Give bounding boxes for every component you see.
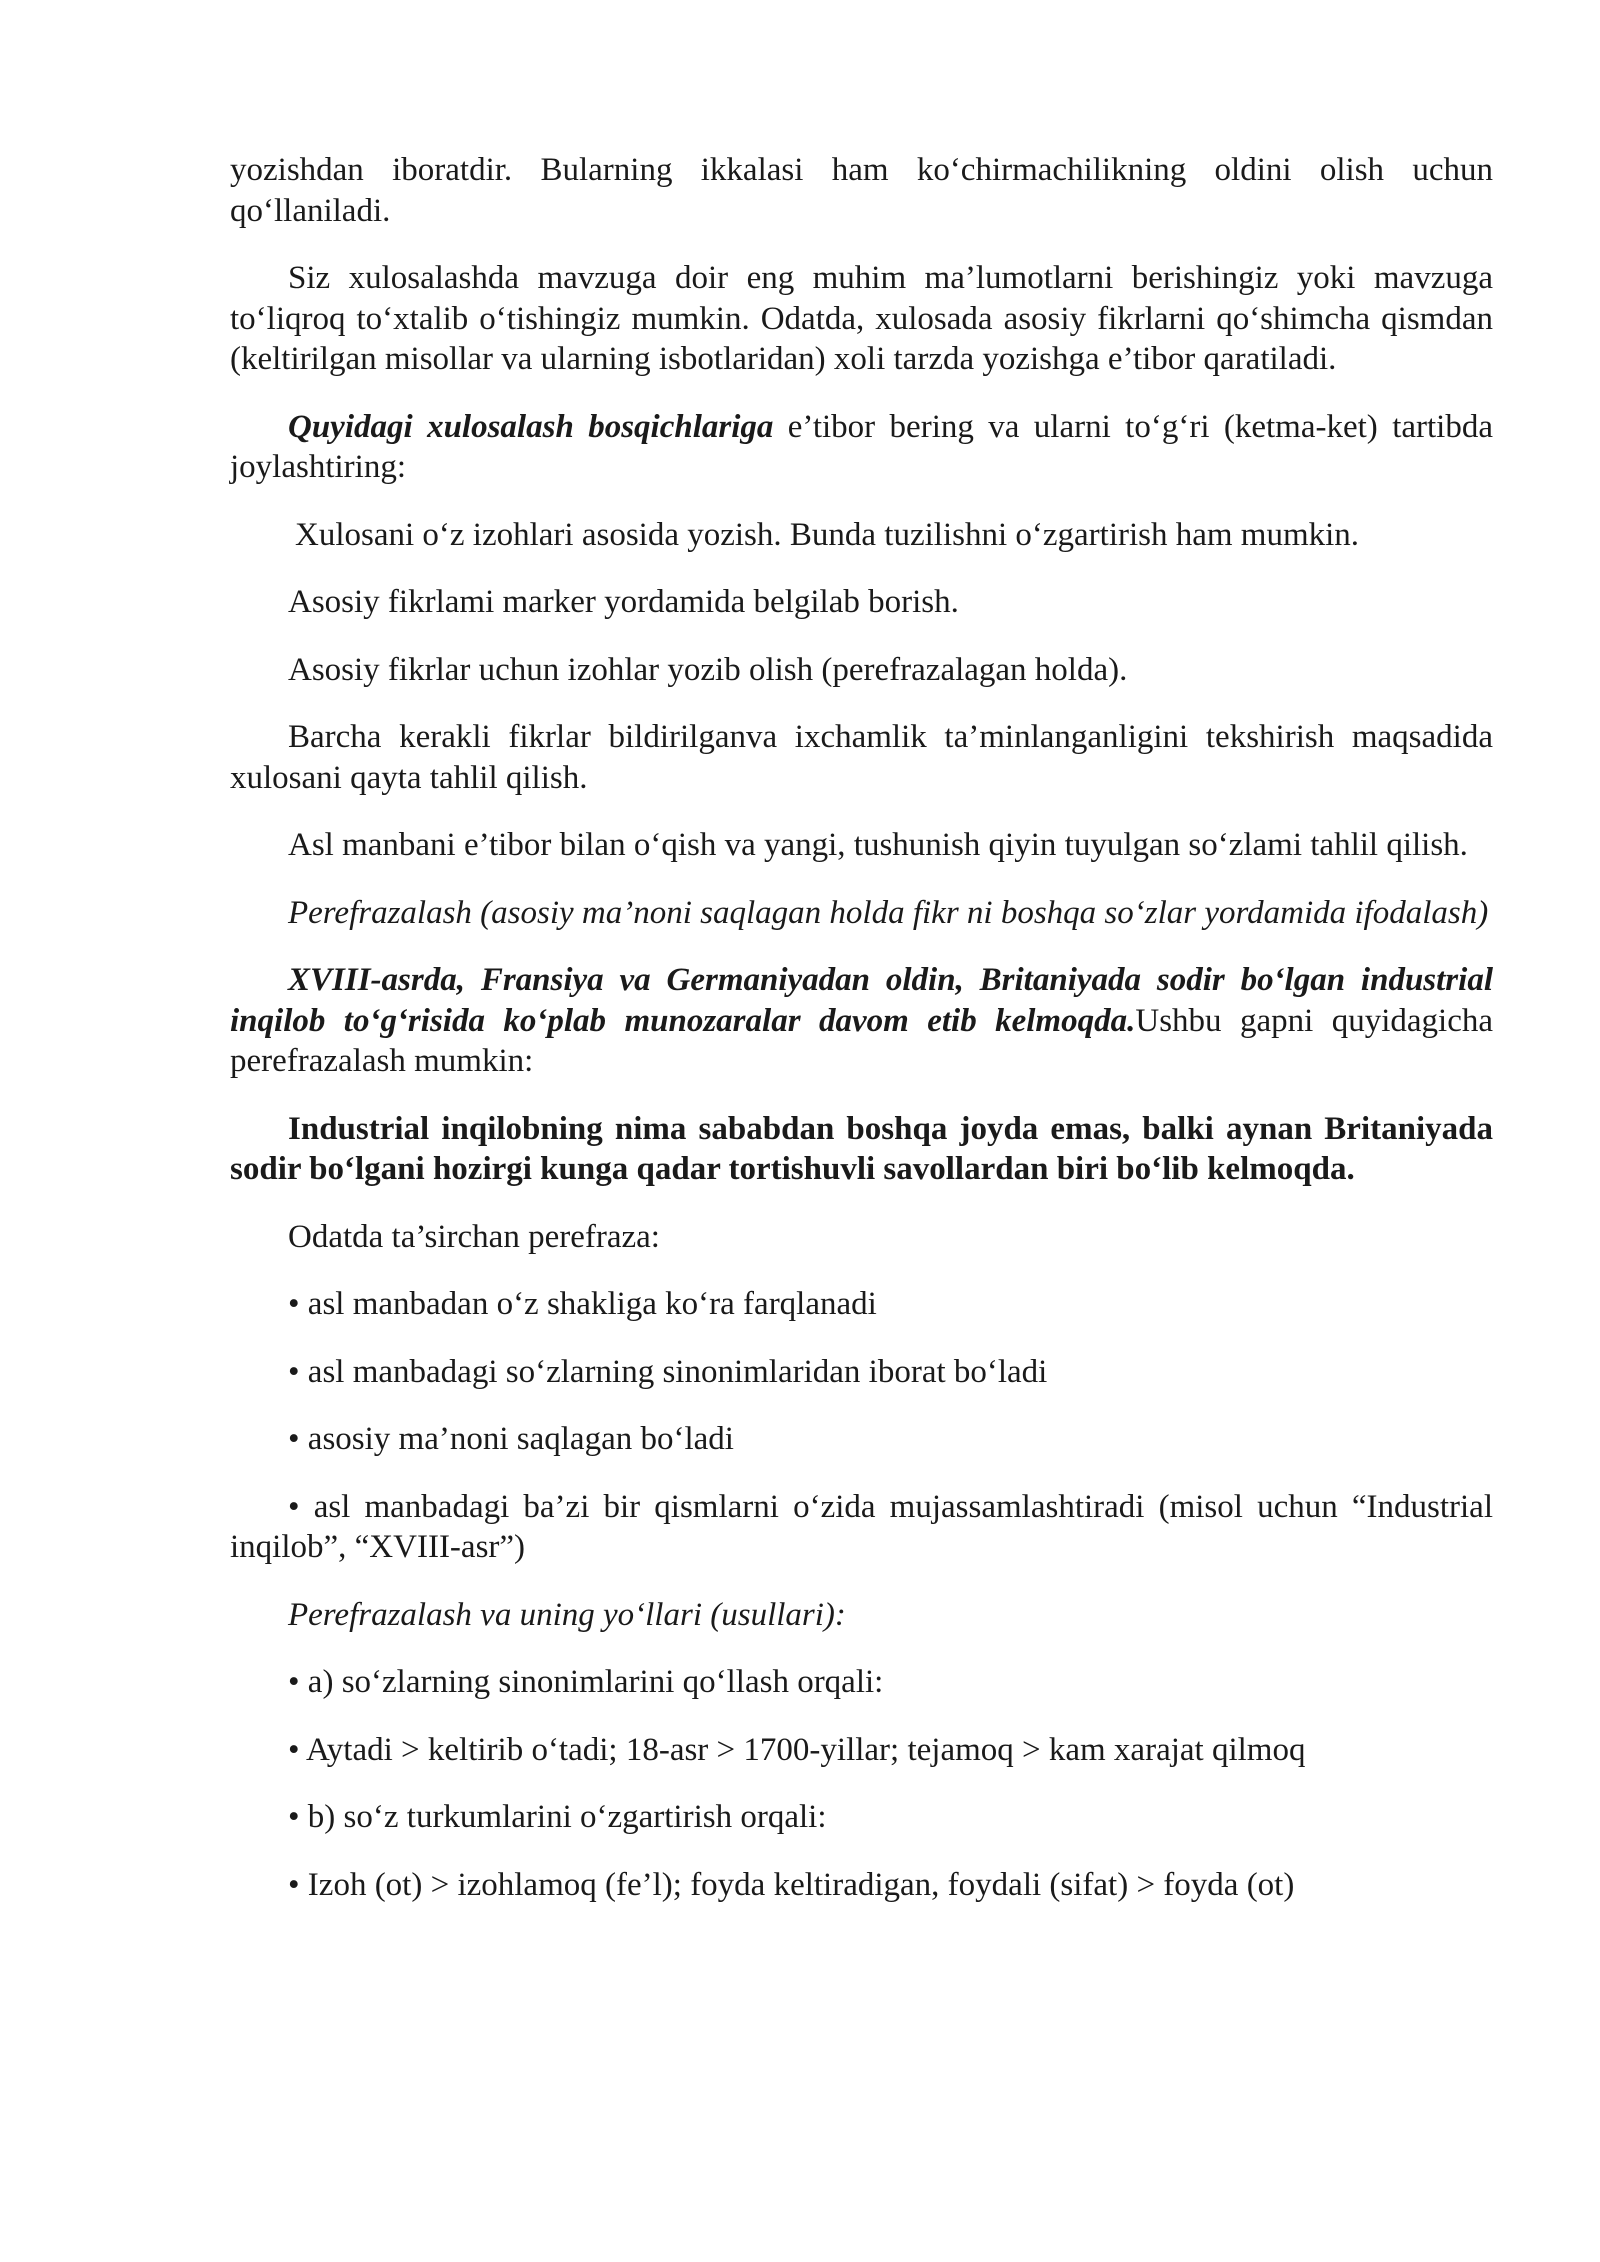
step-item: Asl manbani e’tibor bilan o‘qish va yangi, tushunish qiyin tuyulgan so‘zlami tahlil qilish.: [288, 827, 1468, 863]
section-heading: Perefrazalash va uning yo‘llari (usullari):: [288, 1596, 846, 1633]
bullet-item: • asosiy ma’noni saqlagan bo‘ladi: [288, 1421, 734, 1457]
paragraph-2: Siz xulosalashda mavzuga doir eng muhim ma’lumotlarni berishingiz yoki mavzuga to‘liqroq to‘xtalib o‘tishingiz mumkin. Odatda, xulosada asosiy fikrlarni qo‘shimcha qismdan (keltirilgan misollar va ularning isbotlaridan) xoli tarzda yozishga e’tibor qaratiladi.: [230, 260, 1493, 377]
bullet-item: • asl manbadan o‘z shakliga ko‘ra farqlanadi: [288, 1286, 877, 1322]
example-paragraph: [230, 960, 1493, 1082]
list-intro: Odatda ta’sirchan perefraza:: [288, 1218, 660, 1255]
step-item: Xulosani o‘z izohlari asosida yozish. Bunda tuzilishni o‘zgartirish ham mumkin.: [295, 516, 1360, 553]
step-item: Barcha kerakli fikrlar bildirilganva ixchamlik ta’minlanganligini tekshirish maqsadida xulosani qayta tahlil qilish.: [230, 719, 1493, 796]
step-item: Asosiy fikrlami marker yordamida belgilab borish.: [288, 584, 959, 620]
bullet-item: • asl manbadagi so‘zlarning sinonimlaridan iborat bo‘ladi: [288, 1353, 1048, 1390]
paraphrase-example: Industrial inqilobning nima sababdan boshqa joyda emas, balki aynan Britaniyada sodir bo‘lgani hozirgi kunga qadar tortishuvli savollardan biri bo‘lib kelmoqda.: [230, 1110, 1493, 1187]
paragraph-3: [230, 407, 1493, 488]
bullet-item: • b) so‘z turkumlarini o‘zgartirish orqali:: [288, 1799, 827, 1835]
bullet-item: • Aytadi > keltirib o‘tadi; 18-asr > 1700-yillar; tejamoq > kam xarajat qilmoq: [288, 1731, 1306, 1768]
section-heading: Perefrazalash (asosiy ma’noni saqlagan holda fikr ni boshqa so‘zlar yordamida ifodalash): [288, 894, 1489, 931]
paragraph-text: e’tibor bering va ularni to‘g‘ri (ketma-ket) tartibda joylashtiring:: [230, 408, 1493, 485]
document-page: [230, 150, 1493, 1932]
paragraph-text: Ushbu gapni quyidagicha perefrazalash mumkin:: [230, 1002, 1493, 1079]
paragraph-1: yozishdan iboratdir. Bularning ikkalasi ham ko‘chirmachilikning oldini olish uchun qo‘llaniladi.: [230, 152, 1493, 229]
bullet-item: • a) so‘zlarning sinonimlarini qo‘llash orqali:: [288, 1664, 884, 1700]
example-sentence: XVIII-asrda, Fransiya va Germaniyadan oldin, Britaniyada sodir bo‘lgan industrial inqilob to‘g‘risida ko‘plab munozaralar davom etib kelmoqda.: [230, 962, 1493, 1039]
bullet-item: • asl manbadagi ba’zi bir qismlarni o‘zida mujassamlashtiradi (misol uchun “Industrial inqilob”, “XVIII-asr”): [230, 1488, 1493, 1565]
emphasis-text: Quyidagi xulosalash bosqichlariga: [288, 408, 774, 445]
bullet-item: • Izoh (ot) > izohlamoq (fe’l); foyda keltiradigan, foydali (sifat) > foyda (ot): [288, 1866, 1295, 1903]
step-item: Asosiy fikrlar uchun izohlar yozib olish (perefrazalagan holda).: [288, 651, 1128, 688]
